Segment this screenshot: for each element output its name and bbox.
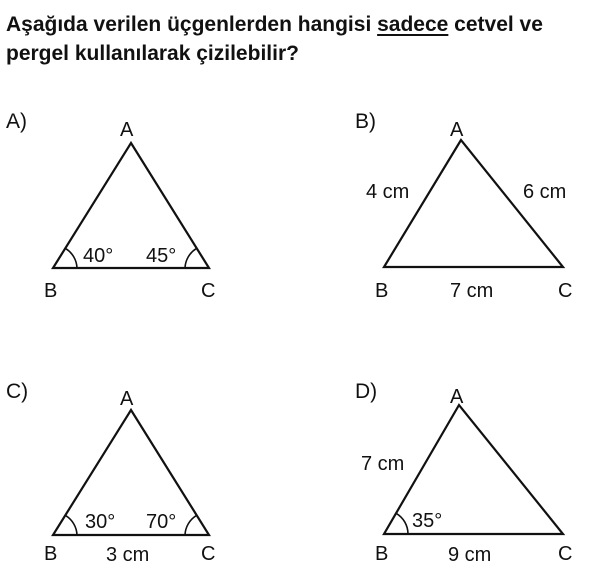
angle-b-arc-a	[66, 249, 77, 268]
vertex-c-label-a: C	[201, 280, 216, 302]
vertex-a-label-c: A	[120, 388, 134, 410]
side-ab-length-d: 7 cm	[361, 453, 405, 475]
question-underlined-word: sadece	[377, 13, 449, 36]
angle-c-arc-c	[185, 516, 196, 535]
option-b-label[interactable]: B)	[355, 110, 376, 133]
angle-c-arc-a	[185, 249, 196, 268]
option-d-label[interactable]: D)	[355, 380, 378, 403]
question-part-2: cetvel ve pergel kullanılarak çizilebilir?	[6, 13, 543, 65]
option-a[interactable]	[6, 110, 215, 302]
vertex-b-label-a: B	[44, 280, 58, 302]
angle-b-value-c: 30°	[85, 511, 116, 533]
side-bc-length-d: 9 cm	[448, 544, 492, 566]
side-bc-length-c: 3 cm	[106, 544, 150, 566]
option-c[interactable]	[6, 380, 215, 566]
triangle-a	[53, 143, 209, 268]
question-part-1: Aşağıda verilen üçgenlerden hangisi	[6, 13, 378, 36]
option-b[interactable]	[355, 110, 572, 302]
option-a-label[interactable]: A)	[6, 110, 27, 133]
vertex-b-label-c: B	[44, 543, 58, 565]
triangle-d	[384, 405, 563, 534]
side-ac-length-b: 6 cm	[523, 181, 567, 203]
vertex-c-label-c: C	[201, 543, 216, 565]
angle-b-value-a: 40°	[83, 245, 114, 267]
angle-c-value-c: 70°	[146, 511, 177, 533]
triangle-b	[384, 140, 563, 267]
angle-c-value-a: 45°	[146, 245, 177, 267]
angle-b-value-d: 35°	[412, 510, 443, 532]
vertex-a-label-a: A	[120, 119, 134, 141]
vertex-b-label-b: B	[375, 280, 389, 302]
option-c-label[interactable]: C)	[6, 380, 29, 403]
side-bc-length-b: 7 cm	[450, 280, 494, 302]
vertex-c-label-d: C	[558, 543, 573, 565]
triangle-c	[53, 410, 209, 535]
vertex-a-label-d: A	[450, 386, 464, 408]
vertex-c-label-b: C	[558, 280, 573, 302]
vertex-b-label-d: B	[375, 543, 389, 565]
option-d[interactable]	[355, 380, 572, 566]
angle-b-arc-c	[66, 516, 77, 535]
angle-b-arc-d	[396, 513, 408, 534]
side-ab-length-b: 4 cm	[366, 181, 410, 203]
vertex-a-label-b: A	[450, 119, 464, 141]
